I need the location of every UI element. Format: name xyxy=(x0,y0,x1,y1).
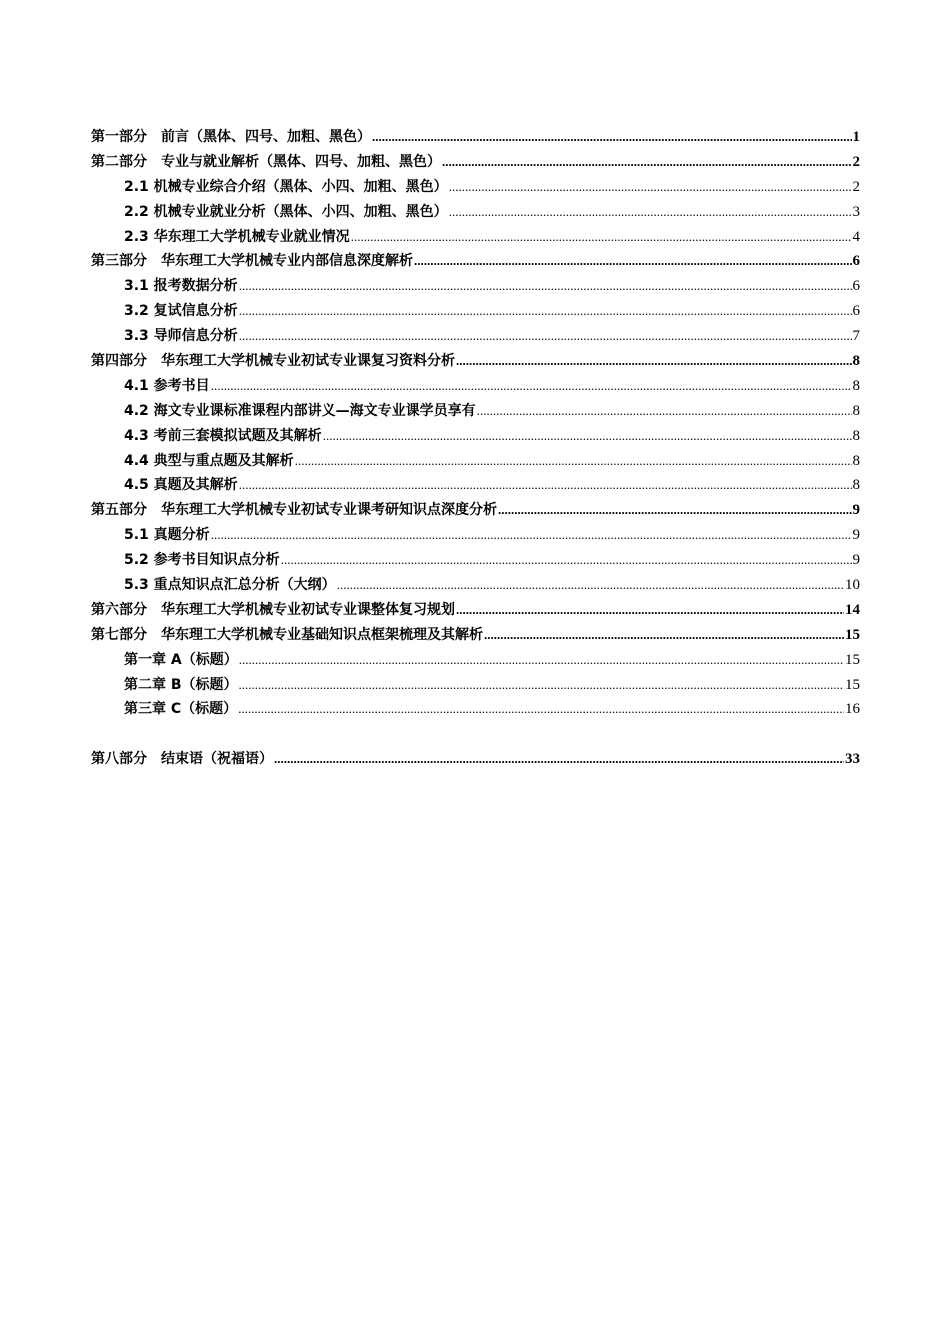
toc-dot-leader xyxy=(281,548,852,573)
toc-entry-page: 15 xyxy=(845,626,860,643)
toc-entry[interactable] xyxy=(91,648,860,673)
toc-dot-leader xyxy=(498,498,852,523)
toc-entry-title: 第一部分 前言（黑体、四号、加粗、黑色） xyxy=(91,129,371,145)
toc-dot-leader xyxy=(238,697,844,722)
toc-dot-leader xyxy=(372,125,852,150)
toc-entry-page: 2 xyxy=(852,153,860,170)
toc-entry[interactable] xyxy=(91,473,860,498)
toc-entry-title: 第三部分 华东理工大学机械专业内部信息深度解析 xyxy=(91,253,413,270)
toc-entry-page: 1 xyxy=(852,129,860,145)
toc-entry-title: 2.3 华东理工大学机械专业就业情况 xyxy=(124,228,350,245)
toc-dot-leader xyxy=(456,349,852,374)
toc-entry[interactable] xyxy=(91,324,860,349)
toc-entry[interactable] xyxy=(91,349,860,374)
toc-entry[interactable] xyxy=(91,697,860,722)
toc-entry[interactable] xyxy=(91,573,860,598)
toc-entry[interactable] xyxy=(91,274,860,299)
toc-dot-leader xyxy=(295,449,852,474)
toc-entry-title: 第七部分 华东理工大学机械专业基础知识点框架梳理及其解析 xyxy=(91,626,483,643)
toc-entry[interactable] xyxy=(91,399,860,424)
toc-entry-title: 第二章 B（标题） xyxy=(124,676,238,693)
toc-entry-title: 4.5 真题及其解析 xyxy=(124,477,238,494)
toc-dot-leader xyxy=(414,249,852,274)
toc-entry-title: 第三章 C（标题） xyxy=(124,701,238,718)
toc-entry-title: 5.1 真题分析 xyxy=(124,527,210,544)
toc-entry-page: 9 xyxy=(852,552,860,569)
toc-entry-page: 15 xyxy=(845,651,860,668)
toc-entry-page: 33 xyxy=(845,751,860,768)
toc-dot-leader xyxy=(274,747,844,772)
toc-entry-page: 8 xyxy=(852,353,860,370)
toc-entry[interactable] xyxy=(91,498,860,523)
toc-entry-page: 3 xyxy=(852,203,860,220)
toc-entry[interactable] xyxy=(91,523,860,548)
toc-dot-leader xyxy=(456,598,844,623)
toc-entry-page: 6 xyxy=(852,303,860,320)
toc-dot-leader xyxy=(211,523,852,548)
toc-entry-title: 第六部分 华东理工大学机械专业初试专业课整体复习规划 xyxy=(91,601,455,618)
toc-entry[interactable] xyxy=(91,125,860,150)
toc-entry-title: 4.4 典型与重点题及其解析 xyxy=(124,452,294,469)
toc-entry-page: 7 xyxy=(852,328,860,345)
toc-entry[interactable] xyxy=(91,424,860,449)
toc-entry[interactable] xyxy=(91,200,860,225)
toc-entry[interactable] xyxy=(91,175,860,200)
toc-entry-title: 4.2 海文专业课标准课程内部讲义—海文专业课学员享有 xyxy=(124,402,476,419)
toc-entry-page: 16 xyxy=(845,701,860,718)
toc-entry-title: 2.1 机械专业综合介绍（黑体、小四、加粗、黑色） xyxy=(124,178,448,195)
toc-dot-leader xyxy=(239,324,852,349)
toc-dot-leader xyxy=(239,648,844,673)
toc-entry-page: 14 xyxy=(845,601,860,618)
toc-entry[interactable] xyxy=(91,673,860,698)
toc-entry-page: 8 xyxy=(852,477,860,494)
toc-dot-leader xyxy=(449,175,852,200)
toc-dot-leader xyxy=(484,623,844,648)
toc-entry-title: 3.3 导师信息分析 xyxy=(124,328,238,345)
toc-entry-page: 9 xyxy=(852,527,860,544)
toc-entry-page: 8 xyxy=(852,402,860,419)
toc-dot-leader xyxy=(442,150,852,175)
toc-entry[interactable] xyxy=(91,598,860,623)
toc-dot-leader xyxy=(449,200,852,225)
toc-entry[interactable] xyxy=(91,747,860,772)
table-of-contents xyxy=(91,125,860,772)
toc-entry[interactable] xyxy=(91,623,860,648)
toc-entry-page: 8 xyxy=(852,377,860,394)
toc-entry-title: 4.1 参考书目 xyxy=(124,377,210,394)
toc-entry-title: 第五部分 华东理工大学机械专业初试专业课考研知识点深度分析 xyxy=(91,502,497,519)
toc-entry-title: 3.2 复试信息分析 xyxy=(124,303,238,320)
toc-entry-page: 10 xyxy=(845,577,860,594)
toc-entry-title: 第四部分 华东理工大学机械专业初试专业课复习资料分析 xyxy=(91,353,455,370)
toc-dot-leader xyxy=(211,374,852,399)
toc-entry-title: 5.2 参考书目知识点分析 xyxy=(124,552,280,569)
toc-entry[interactable] xyxy=(91,150,860,175)
toc-entry-page: 6 xyxy=(852,278,860,295)
toc-entry-title: 第二部分 专业与就业解析（黑体、四号、加粗、黑色） xyxy=(91,153,441,170)
toc-entry[interactable] xyxy=(91,548,860,573)
toc-entry[interactable] xyxy=(91,299,860,324)
toc-dot-leader xyxy=(239,274,852,299)
toc-entry-page: 8 xyxy=(852,427,860,444)
toc-entry-page: 15 xyxy=(845,676,860,693)
toc-entry-page: 9 xyxy=(852,502,860,519)
toc-dot-leader xyxy=(351,225,852,250)
toc-entry-page: 2 xyxy=(852,178,860,195)
toc-entry[interactable] xyxy=(91,374,860,399)
toc-entry[interactable] xyxy=(91,225,860,250)
toc-dot-leader xyxy=(239,473,852,498)
toc-entry[interactable] xyxy=(91,249,860,274)
toc-entry-title: 第八部分 结束语（祝福语） xyxy=(91,751,273,768)
toc-entry-page: 6 xyxy=(852,253,860,270)
toc-entry-page: 8 xyxy=(852,452,860,469)
toc-dot-leader xyxy=(239,299,852,324)
toc-entry-title: 4.3 考前三套模拟试题及其解析 xyxy=(124,427,322,444)
toc-dot-leader xyxy=(337,573,844,598)
toc-dot-leader xyxy=(477,399,852,424)
toc-entry-title: 5.3 重点知识点汇总分析（大纲） xyxy=(124,577,336,594)
toc-dot-leader xyxy=(323,424,852,449)
toc-dot-leader xyxy=(239,673,844,698)
toc-entry-page: 4 xyxy=(852,228,860,245)
toc-entry-title: 第一章 A（标题） xyxy=(124,651,238,668)
toc-entry-title: 3.1 报考数据分析 xyxy=(124,278,238,295)
toc-entry-title: 2.2 机械专业就业分析（黑体、小四、加粗、黑色） xyxy=(124,203,448,220)
toc-entry[interactable] xyxy=(91,449,860,474)
